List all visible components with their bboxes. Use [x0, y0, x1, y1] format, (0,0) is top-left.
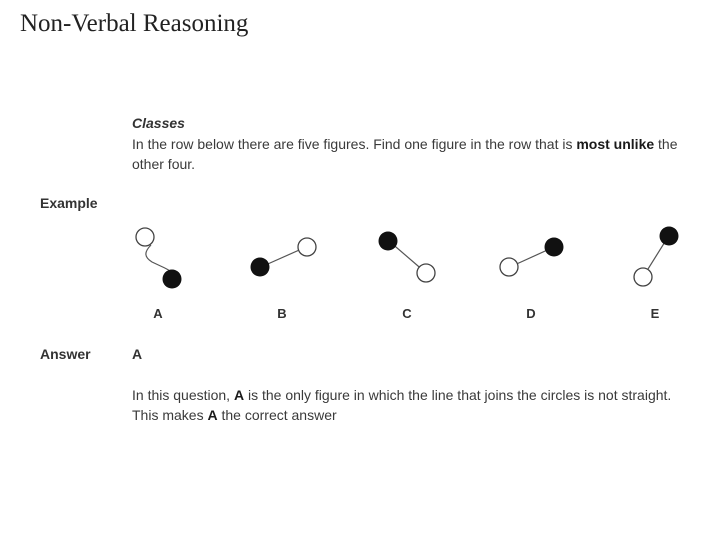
- figure-c-bottom-circle: [417, 264, 435, 282]
- figure-label-d: D: [526, 306, 536, 321]
- figure-d: [500, 238, 564, 277]
- figure-label-a: A: [153, 306, 163, 321]
- instructions-part1: In the row below there are five figures. Find one figure in the row that is: [132, 136, 577, 152]
- figure-a-bottom-circle: [163, 270, 182, 289]
- figure-d-top-circle: [545, 238, 564, 257]
- answer-value: A: [132, 346, 143, 362]
- page-title: Non-Verbal Reasoning: [20, 10, 249, 37]
- figure-c-top-circle: [379, 232, 398, 251]
- explanation-emphasis-1: A: [233, 387, 245, 403]
- explanation-part1: In this question,: [132, 387, 234, 403]
- instructions-emphasis: most unlike: [576, 136, 655, 152]
- figure-label-b: B: [277, 306, 287, 321]
- explanation-part3: the correct answer: [217, 407, 337, 423]
- explanation-part2: is the only figure in which the line that joins the circles is not straight. This makes: [132, 387, 672, 423]
- figure-c: [379, 232, 436, 283]
- figure-a: [136, 228, 182, 289]
- figure-b: [251, 238, 317, 277]
- figure-b-bottom-circle: [251, 258, 270, 277]
- figure-label-c: C: [402, 306, 412, 321]
- figure-label-e: E: [650, 306, 660, 321]
- answer-explanation: [132, 385, 672, 425]
- explanation-emphasis-2: A: [207, 407, 218, 423]
- example-label: Example: [40, 195, 98, 211]
- figure-d-bottom-circle: [500, 258, 518, 276]
- figure-e: [634, 227, 679, 287]
- instructions-part2: the other four.: [132, 136, 678, 172]
- figure-a-top-circle: [136, 228, 154, 246]
- section-heading: Classes: [132, 115, 185, 131]
- answer-label: Answer: [40, 346, 91, 362]
- figure-b-top-circle: [298, 238, 316, 256]
- figure-a-connector: [146, 245, 170, 271]
- figure-e-top-circle: [660, 227, 679, 246]
- figure-e-bottom-circle: [634, 268, 652, 286]
